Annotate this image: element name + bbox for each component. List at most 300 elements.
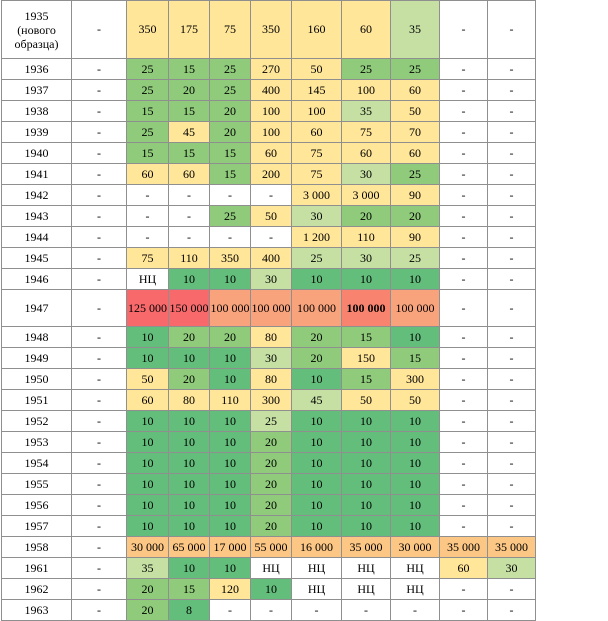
value-cell [292,390,342,411]
value-text: 10 [360,455,372,470]
value-cell [440,290,488,327]
value-cell [391,369,440,390]
value-text: - [97,329,101,344]
value-text: - [509,166,514,181]
value-text: 15 [183,103,195,118]
value-text: - [461,229,466,244]
value-text: 20 [265,518,277,533]
value-text: НЦ [406,560,424,575]
year-label: 1943 [24,209,49,223]
value-cell [169,59,210,80]
value-cell [292,579,342,600]
value-text: - [97,518,101,533]
year-label: (нового [17,22,56,37]
value-text: - [145,208,150,223]
value-text: - [461,103,466,118]
value-cell [169,600,210,621]
table-row [2,390,536,411]
value-cell [127,348,169,369]
value-cell [342,348,391,369]
value-text: 15 [183,145,195,160]
value-text: 20 [224,329,236,344]
value-text: 10 [183,413,195,428]
value-text: 10 [409,476,421,491]
value-text: 10 [310,434,323,449]
value-text: 20 [265,455,277,470]
value-text: - [145,187,150,202]
value-text: 60 [141,166,154,181]
value-text: - [228,229,232,244]
year-cell [2,411,72,432]
value-text: 20 [265,476,277,491]
value-text: - [509,581,514,596]
value-text: 60 [265,145,277,160]
value-text: 50 [409,392,421,407]
value-text: 60 [409,82,421,97]
value-cell [251,600,292,621]
value-cell [251,269,292,290]
value-cell [210,453,251,474]
value-cell [72,206,127,227]
value-text: - [413,602,417,617]
value-cell [391,453,440,474]
value-text: - [97,413,101,428]
value-text: 10 [224,413,236,428]
value-text: - [509,497,514,512]
value-cell [72,474,127,495]
value-cell [72,453,127,474]
value-text: - [461,82,466,97]
value-cell [169,432,210,453]
value-cell [488,537,536,558]
value-text: - [461,350,466,365]
value-cell [292,101,342,122]
value-text: 10 [224,518,236,533]
value-text: - [461,581,466,596]
value-text: 10 [409,455,421,470]
value-cell [210,101,251,122]
value-text: - [187,229,191,244]
value-text: 10 [409,413,421,428]
value-cell [251,327,292,348]
year-cell [2,227,72,248]
value-text: 10 [409,271,421,286]
value-text: 60 [183,166,195,181]
value-cell [127,537,169,558]
value-text: 3 000 [352,187,380,202]
value-text: 60 [409,145,421,160]
value-text: - [97,455,101,470]
value-cell [391,558,440,579]
value-cell [440,1,488,59]
value-cell [488,122,536,143]
value-text: 145 [307,82,326,97]
value-cell [391,495,440,516]
value-cell [391,348,440,369]
value-text: 100 [357,82,375,97]
value-cell [391,143,440,164]
value-cell [342,432,391,453]
table-row [2,537,536,558]
value-cell [488,164,536,185]
value-cell [292,495,342,516]
value-text: 1 200 [303,229,330,244]
value-text: 10 [360,413,372,428]
year-cell [2,453,72,474]
year-cell [2,369,72,390]
value-text: 50 [360,392,372,407]
value-text: - [509,271,514,286]
value-cell [127,600,169,621]
year-cell [2,537,72,558]
value-text: - [461,476,466,491]
value-cell [440,411,488,432]
value-text: 10 [224,271,236,286]
value-cell [169,579,210,600]
value-cell [169,143,210,164]
table-row [2,1,536,59]
year-cell [2,1,72,59]
value-text: - [97,229,101,244]
value-text: - [145,229,150,244]
value-cell [488,600,536,621]
value-cell [127,185,169,206]
value-cell [488,558,536,579]
value-cell [210,369,251,390]
year-cell [2,59,72,80]
value-cell [210,122,251,143]
value-text: 10 [183,560,195,575]
value-cell [488,348,536,369]
value-text: НЦ [262,560,280,575]
table-row [2,474,536,495]
value-text: 60 [360,145,372,160]
value-text: 60 [360,22,372,36]
value-text: - [509,434,514,449]
value-text: - [97,539,101,554]
value-cell [488,432,536,453]
value-cell [391,80,440,101]
value-cell [72,101,127,122]
value-cell [72,369,127,390]
value-cell [210,164,251,185]
value-cell [440,185,488,206]
value-text: 25 [224,82,236,97]
value-cell [488,143,536,164]
value-text: 50 [409,103,421,118]
value-cell [488,495,536,516]
value-text: 110 [357,229,375,244]
value-cell [251,474,292,495]
value-cell [251,59,292,80]
value-text: - [461,166,466,181]
table-row [2,59,536,80]
value-text: - [461,300,466,315]
value-cell [169,164,210,185]
value-cell [488,474,536,495]
value-text: 90 [409,229,421,244]
value-text: 65 000 [172,539,206,554]
table-row [2,495,536,516]
value-text: 20 [360,208,372,223]
value-cell [391,537,440,558]
year-label: 1957 [24,519,49,533]
year-label: 1963 [24,603,49,617]
value-text: - [97,497,101,512]
year-cell [2,143,72,164]
value-cell [292,290,342,327]
value-text: - [97,476,101,491]
value-text: НЦ [307,560,326,575]
value-text: 10 [409,434,421,449]
value-text: 10 [224,455,236,470]
table-row [2,290,536,327]
value-cell [342,558,391,579]
value-text: 10 [141,455,154,470]
value-text: 10 [141,518,154,533]
value-cell [251,558,292,579]
value-text: - [509,124,514,139]
value-cell [127,248,169,269]
value-cell [440,122,488,143]
value-text: НЦ [357,560,375,575]
value-text: 10 [183,497,195,512]
value-text: 80 [183,392,195,407]
value-cell [251,1,292,59]
value-text: 75 [141,250,154,265]
value-cell [127,516,169,537]
value-text: 90 [409,187,421,202]
value-text: 300 [406,371,424,386]
value-cell [210,1,251,59]
value-cell [127,227,169,248]
value-text: - [269,602,273,617]
value-cell [440,579,488,600]
value-cell [440,80,488,101]
value-text: 20 [224,124,236,139]
value-cell [251,579,292,600]
value-cell [391,390,440,411]
value-text: 125 000 [128,300,167,315]
table-body [2,1,536,621]
year-label: 1952 [24,414,49,428]
value-cell [292,327,342,348]
year-label: 1939 [24,125,49,139]
value-text: 17 000 [213,539,247,554]
value-cell [292,248,342,269]
value-cell [127,495,169,516]
value-cell [342,269,391,290]
value-text: 10 [183,476,195,491]
value-cell [292,1,342,59]
year-cell [2,474,72,495]
year-label: 1951 [24,393,49,407]
value-cell [169,185,210,206]
value-cell [210,327,251,348]
value-text: 30 [265,350,277,365]
value-text: 20 [141,602,154,617]
value-cell [210,80,251,101]
value-cell [488,516,536,537]
year-cell [2,327,72,348]
value-cell [251,122,292,143]
year-label: 1956 [24,498,49,512]
value-text: - [228,602,232,617]
value-cell [488,101,536,122]
table-row [2,143,536,164]
value-cell [440,453,488,474]
value-cell [391,206,440,227]
value-cell [391,269,440,290]
value-text: 160 [307,22,326,36]
value-text: - [461,518,466,533]
value-text: 100 [262,124,280,139]
value-cell [210,390,251,411]
value-text: - [509,392,514,407]
value-cell [440,248,488,269]
year-cell [2,122,72,143]
year-label: 1937 [24,83,49,97]
value-cell [72,227,127,248]
value-cell [127,453,169,474]
value-text: - [509,250,514,265]
value-text: 300 [262,392,280,407]
value-cell [440,369,488,390]
value-text: 75 [360,124,372,139]
year-label: 1946 [24,272,49,286]
value-text: 50 [265,208,277,223]
value-cell [127,369,169,390]
value-cell [127,579,169,600]
value-cell [210,558,251,579]
value-text: - [97,250,101,265]
value-text: 25 [224,208,236,223]
value-cell [488,227,536,248]
table-row [2,432,536,453]
value-text: 350 [262,22,280,36]
value-text: 25 [310,250,323,265]
value-cell [72,558,127,579]
year-label: 1958 [24,540,49,554]
value-text: - [509,518,514,533]
value-cell [169,269,210,290]
value-cell [292,537,342,558]
value-cell [169,248,210,269]
value-cell [440,600,488,621]
table-row [2,122,536,143]
value-text: 35 [409,22,421,36]
year-label: 1955 [24,477,49,491]
value-cell [210,143,251,164]
value-text: 400 [262,250,280,265]
value-text: 10 [360,497,372,512]
value-text: - [461,124,466,139]
value-text: 3 000 [303,187,330,202]
value-cell [251,453,292,474]
value-text: 20 [224,103,236,118]
table-row [2,579,536,600]
value-text: - [509,329,514,344]
value-text: - [461,602,466,617]
value-text: - [461,208,466,223]
value-cell [440,537,488,558]
table-row [2,206,536,227]
value-text: - [461,497,466,512]
value-cell [251,185,292,206]
value-text: 70 [409,124,421,139]
value-text: 10 [360,271,372,286]
year-label: 1945 [24,251,49,265]
value-text: - [97,300,101,315]
value-text: 10 [310,271,323,286]
value-text: - [97,208,101,223]
value-text: 30 [505,560,518,575]
value-text: - [97,103,101,118]
value-text: 100 [307,103,326,118]
value-cell [72,143,127,164]
value-cell [210,248,251,269]
value-cell [251,537,292,558]
year-cell [2,164,72,185]
year-cell [2,101,72,122]
table-row [2,101,536,122]
value-cell [342,327,391,348]
value-text: 10 [141,350,154,365]
value-cell [210,269,251,290]
value-text: - [509,413,514,428]
value-text: 10 [224,350,236,365]
value-cell [210,206,251,227]
value-cell [210,227,251,248]
value-cell [391,327,440,348]
value-cell [169,206,210,227]
value-cell [292,269,342,290]
value-text: 10 [310,413,323,428]
table-row [2,516,536,537]
value-text: 55 000 [254,539,288,554]
value-text: 35 [360,103,372,118]
value-text: 10 [360,476,372,491]
value-text: - [97,124,101,139]
value-cell [72,164,127,185]
value-cell [440,390,488,411]
value-text: 100 000 [395,300,435,315]
value-cell [127,59,169,80]
value-text: 10 [141,497,154,512]
value-text: - [97,434,101,449]
value-cell [391,122,440,143]
year-cell [2,80,72,101]
value-cell [488,248,536,269]
year-label: 1936 [24,62,49,76]
value-text: 10 [360,434,372,449]
value-cell [210,537,251,558]
value-text: - [269,187,273,202]
value-cell [342,59,391,80]
value-cell [72,290,127,327]
value-text: НЦ [138,271,157,286]
value-text: 110 [221,392,239,407]
value-text: 20 [265,497,277,512]
value-text: - [97,371,101,386]
value-cell [488,390,536,411]
value-text: - [97,145,101,160]
value-cell [292,143,342,164]
value-text: 30 [360,166,372,181]
year-cell [2,269,72,290]
year-cell [2,348,72,369]
value-cell [488,327,536,348]
